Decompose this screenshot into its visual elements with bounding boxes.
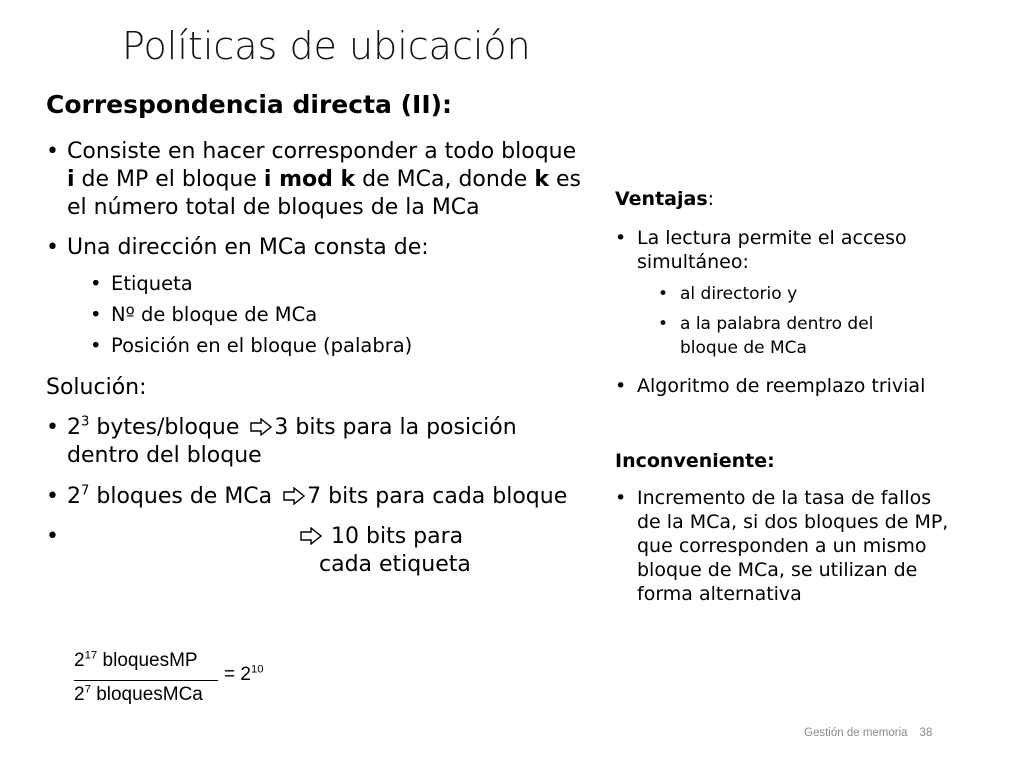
sub-bullet xyxy=(90,270,412,298)
solution-tag-line-2: cada etiqueta xyxy=(319,552,471,577)
sub-bullet-list xyxy=(90,270,412,360)
disadvantage-line: que corresponden a un mismo xyxy=(637,535,927,557)
advantage-replacement xyxy=(615,374,925,398)
fraction-bar xyxy=(74,680,218,681)
sub-bullet xyxy=(90,332,412,360)
solution-tag-line-1 xyxy=(296,523,471,551)
text-fragment: bloques de MCa xyxy=(89,484,280,509)
bullet-dot: • xyxy=(615,375,627,397)
equals-sign: = xyxy=(224,664,241,685)
right-arrow-icon xyxy=(283,487,305,505)
disadvantage-heading: Inconveniente: xyxy=(615,450,775,472)
power-exp: 17 xyxy=(84,649,98,662)
bullet-dot: • xyxy=(90,272,102,295)
slide-title: Políticas de ubicación xyxy=(122,24,531,68)
var-imodk: i mod k xyxy=(263,167,356,192)
definition-line-3: el número total de bloques de la MCa xyxy=(67,195,480,220)
slide-footer xyxy=(804,727,932,739)
bullet-dot: • xyxy=(46,235,59,260)
formula-denominator xyxy=(74,684,203,706)
bullet-dot: • xyxy=(46,484,59,509)
bullet-dot: • xyxy=(46,139,59,164)
sub-bullet xyxy=(658,312,873,360)
disadvantage-line: forma alternativa xyxy=(637,583,802,605)
sub-bullet-text: al directorio y xyxy=(680,284,798,304)
power-base: 2 xyxy=(67,415,81,440)
solution-bytes-line-2: dentro del bloque xyxy=(67,443,262,468)
slide-subtitle: Correspondencia directa (II): xyxy=(46,90,453,119)
power-exp: 3 xyxy=(81,414,90,430)
sub-bullet-text: Nº de bloque de MCa xyxy=(111,303,318,326)
solution-heading: Solución: xyxy=(46,375,147,400)
solution-tag xyxy=(46,523,471,579)
disadvantage-miss-rate xyxy=(615,486,948,606)
address-text: Una dirección en MCa consta de: xyxy=(67,235,429,260)
sub-bullet-text: bloque de MCa xyxy=(680,338,807,358)
advantage-sub-list xyxy=(658,282,873,360)
bullet-dot: • xyxy=(658,314,669,334)
var-k: k xyxy=(534,167,549,192)
definition-line-2 xyxy=(67,166,581,194)
solution-blocks xyxy=(46,483,567,511)
bullet-dot: • xyxy=(615,227,627,249)
power-exp: 7 xyxy=(81,483,90,499)
power-base: 2 xyxy=(240,664,251,685)
power-exp: 10 xyxy=(250,663,264,676)
sub-bullet-text: Posición en el bloque (palabra) xyxy=(111,334,413,357)
advantage-replacement-text: Algoritmo de reemplazo trivial xyxy=(637,375,926,397)
sub-bullet xyxy=(90,301,412,329)
footer-label: Gestión de memoria xyxy=(804,727,908,739)
text-fragment: bytes/bloque xyxy=(89,415,247,440)
formula-numerator xyxy=(74,650,198,672)
advantages-heading xyxy=(615,187,714,211)
solution-bytes xyxy=(46,414,517,470)
bullet-dot: • xyxy=(46,524,59,549)
power-base: 2 xyxy=(74,650,85,671)
bullet-dot: • xyxy=(658,284,669,304)
right-arrow-icon xyxy=(250,418,272,436)
power-base: 2 xyxy=(74,684,85,705)
advantage-read xyxy=(615,226,907,274)
var-i: i xyxy=(67,167,75,192)
page-number: 38 xyxy=(919,727,933,739)
bullet-dot: • xyxy=(90,303,102,326)
text-fragment: : xyxy=(707,188,715,210)
bullet-dot: • xyxy=(90,334,102,357)
sub-bullet-text: Etiqueta xyxy=(111,272,193,295)
definition-line-1: Consiste en hacer corresponder a todo bloque xyxy=(67,139,577,164)
text-fragment: 7 bits para cada bloque xyxy=(307,484,568,509)
bullet-dot: • xyxy=(615,487,627,509)
text-fragment: 3 bits para la posición xyxy=(274,415,517,440)
advantages-label: Ventajas xyxy=(615,188,708,210)
text-fragment: de MP el bloque xyxy=(74,167,264,192)
text-fragment: bloquesMP xyxy=(97,650,198,671)
text-fragment: de MCa, donde xyxy=(355,167,535,192)
sub-bullet xyxy=(658,282,873,306)
text-fragment: bloquesMCa xyxy=(90,684,203,705)
advantage-read-line: simultáneo: xyxy=(637,251,749,273)
advantage-read-line: La lectura permite el acceso xyxy=(637,227,907,249)
power-exp: 7 xyxy=(84,683,91,696)
sub-bullet-text: a la palabra dentro del xyxy=(680,314,874,334)
bullet-definition xyxy=(46,138,581,222)
disadvantage-line: Incremento de la tasa de fallos xyxy=(637,487,932,509)
disadvantage-line: bloque de MCa, se utilizan de xyxy=(637,559,918,581)
text-fragment: 10 bits para xyxy=(331,524,464,549)
right-arrow-icon xyxy=(300,527,322,545)
formula-result xyxy=(224,664,264,686)
solution-bytes-line-1 xyxy=(67,414,517,442)
disadvantage-line: de la MCa, si dos bloques de MP, xyxy=(637,511,949,533)
bullet-address xyxy=(46,234,429,262)
power-base: 2 xyxy=(67,484,81,509)
bullet-dot: • xyxy=(46,415,59,440)
text-fragment: es xyxy=(548,167,581,192)
